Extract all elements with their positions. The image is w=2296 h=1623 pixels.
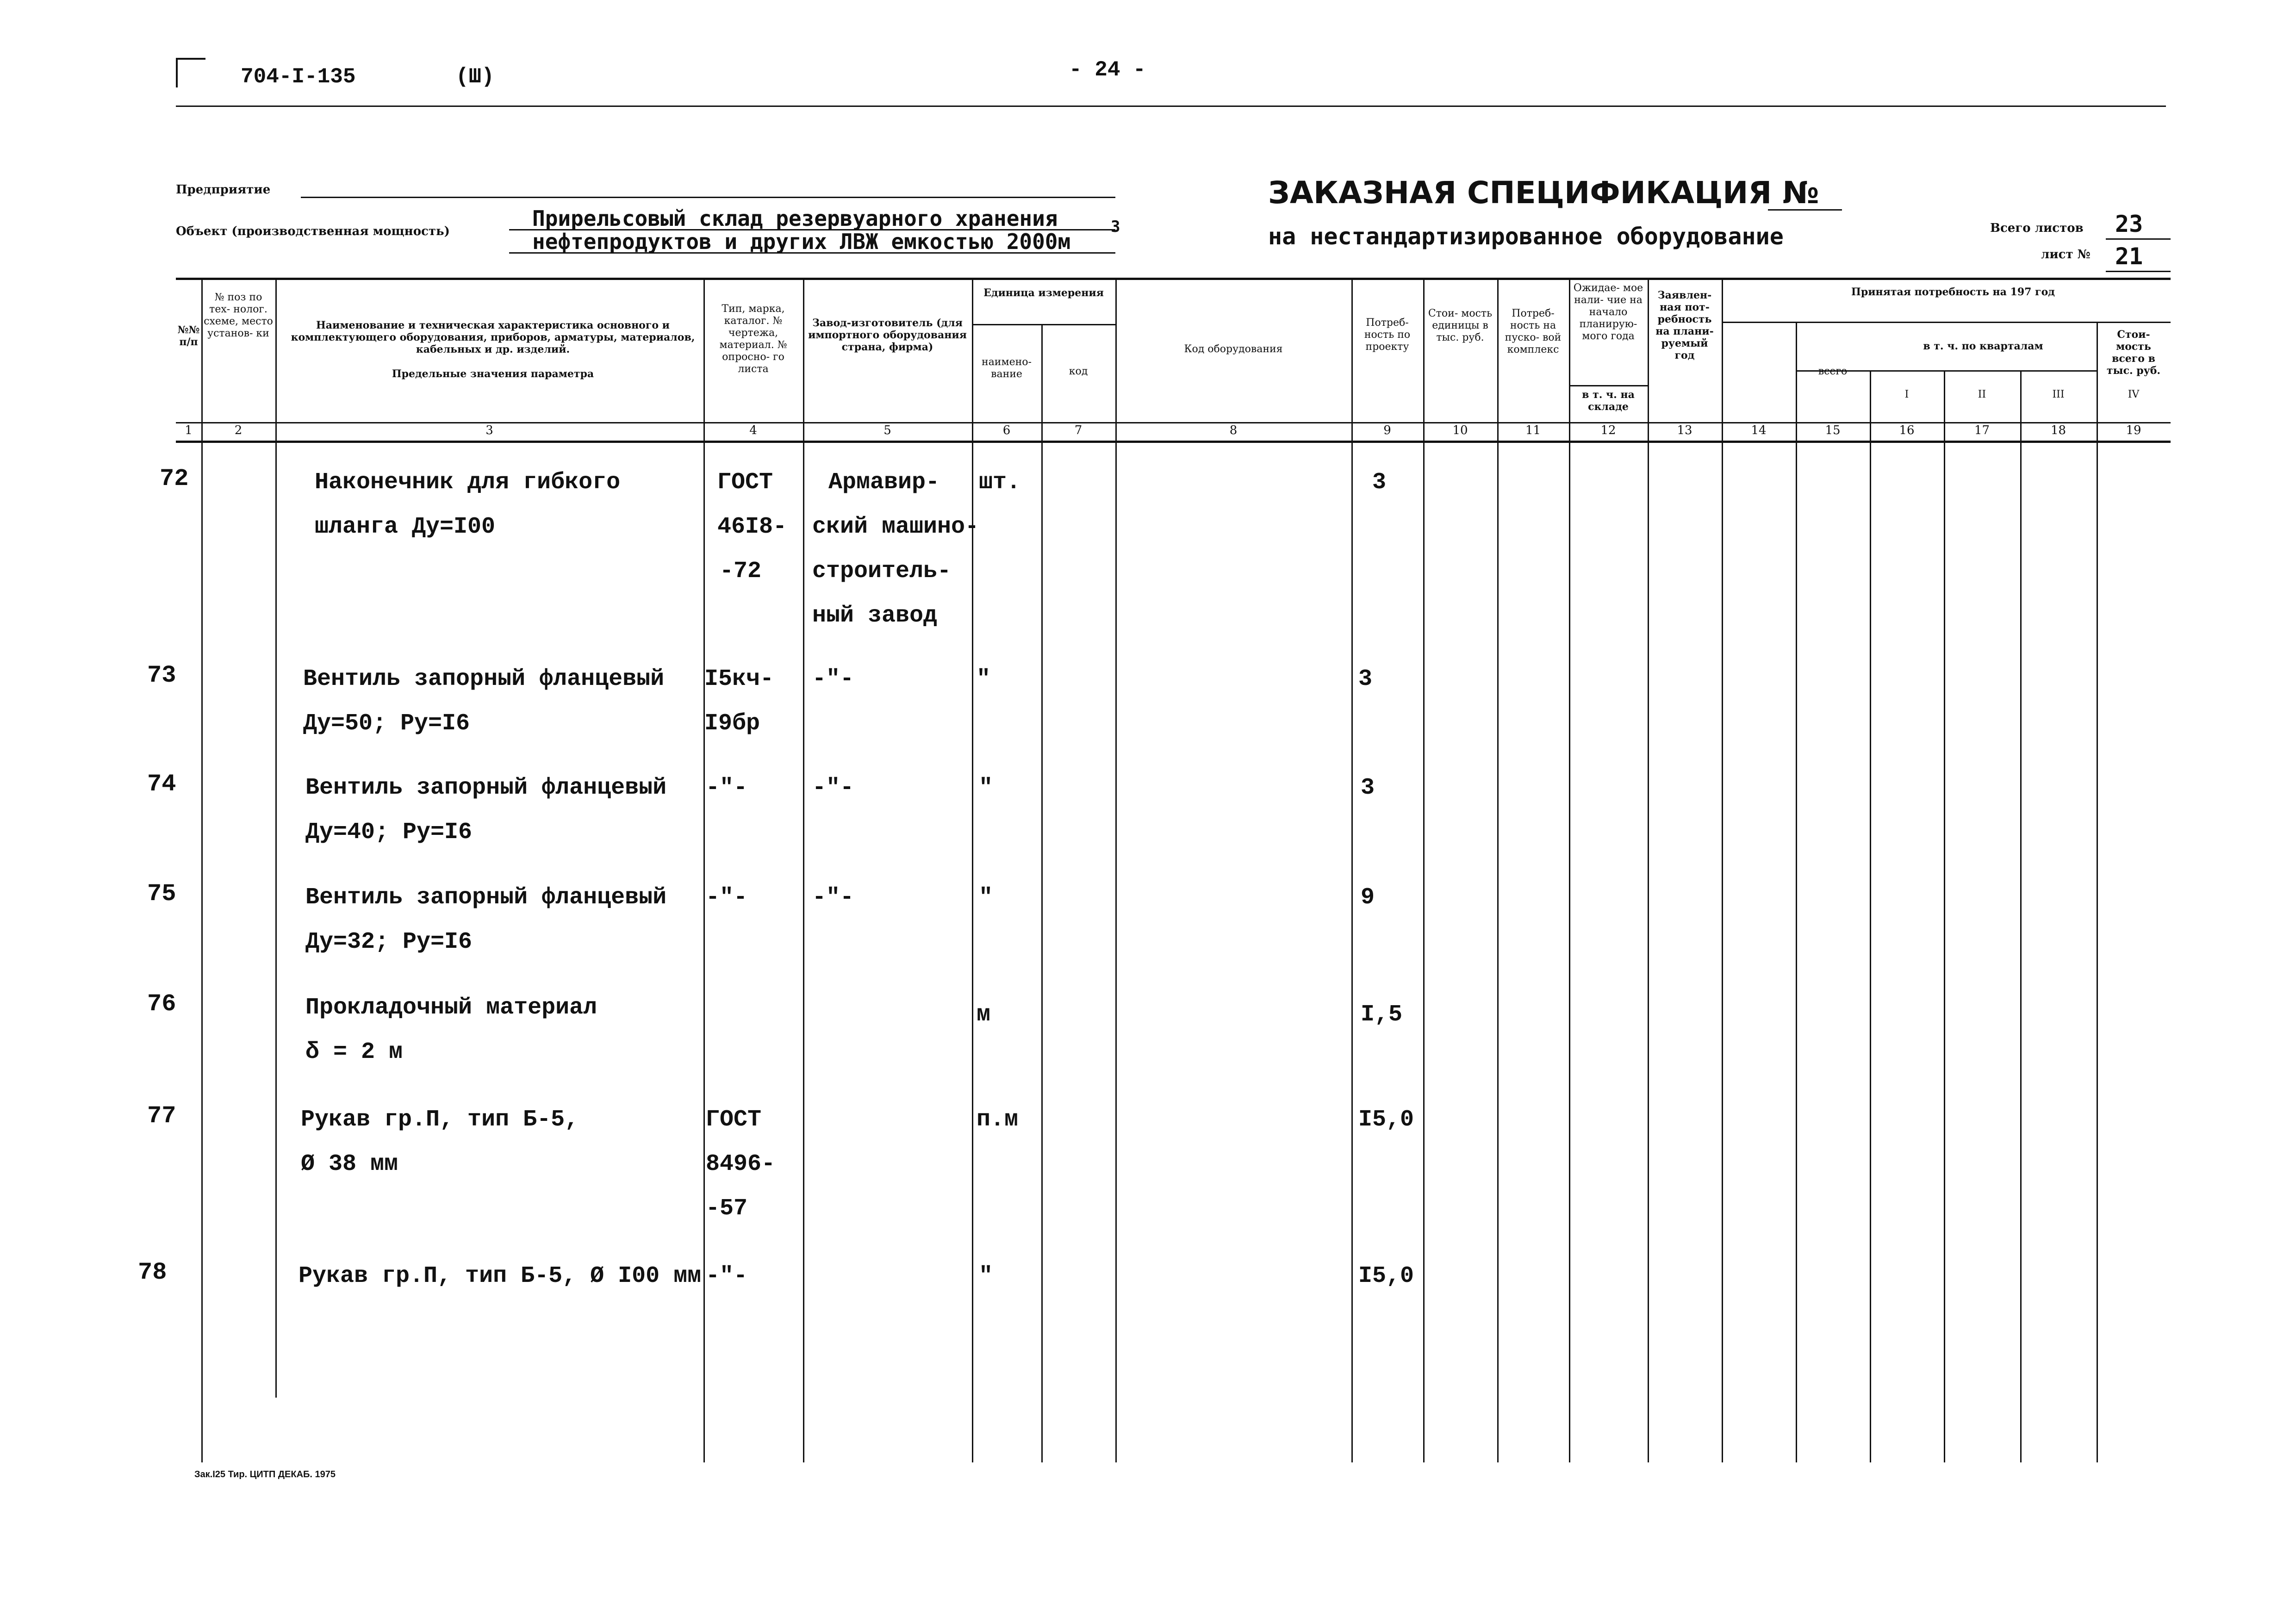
col-rule-3	[703, 278, 705, 1462]
item-name-line: Вентиль запорный фланцевый	[303, 666, 665, 692]
item-maker-line: -"-	[812, 666, 854, 692]
item-type-line: 46I8-	[717, 514, 787, 540]
item-name-line: Вентиль запорный фланцевый	[305, 775, 667, 801]
col-rule-15	[1870, 370, 1871, 1462]
column-number: 5	[884, 423, 891, 437]
col-rule-6	[1041, 324, 1043, 1462]
item-name-line: Ду=40; Ру=I6	[305, 819, 473, 846]
header-quarter-3: III	[2052, 389, 2065, 400]
sheet-label: лист №	[2041, 248, 2091, 261]
header-type-brand: Тип, марка, каталог. № чертежа, материал. № опросно- го листа	[719, 303, 787, 375]
item-unit: "	[977, 666, 991, 692]
item-unit: шт.	[979, 469, 1021, 496]
col-rule-18	[2097, 322, 2098, 1462]
header-quarter-1: I	[1904, 389, 1909, 400]
item-maker-line: Армавир-	[828, 469, 940, 496]
header-unit-cost: Стои- мость единицы в тыс. руб.	[1428, 308, 1493, 343]
total-sheets-label: Всего листов	[1990, 221, 2084, 235]
item-name-line: Рукав гр.П, тип Б-5, Ø I00 мм	[299, 1263, 702, 1289]
document-part: (Ш)	[456, 65, 494, 89]
column-number: 7	[1074, 423, 1083, 437]
document-code: 704-I-135	[241, 65, 356, 89]
total-sheets-value: 23	[2115, 211, 2143, 237]
col-rule-7	[1115, 278, 1117, 1462]
column-number: 3	[485, 423, 493, 437]
page-number: - 24 -	[1069, 58, 1146, 82]
column-number: 8	[1229, 423, 1238, 437]
print-note: Зак.I25 Тир. ЦИТП ДЕКАБ. 1975	[194, 1469, 336, 1480]
spec-title: ЗАКАЗНАЯ СПЕЦИФИКАЦИЯ №	[1268, 175, 1819, 211]
row-number: 76	[147, 990, 176, 1018]
total-sheets-rule	[2106, 238, 2171, 240]
row-number: 77	[147, 1102, 176, 1130]
item-type-line: -57	[706, 1195, 748, 1222]
item-type-line: ГОСТ	[706, 1107, 762, 1133]
column-number: 1	[185, 423, 193, 437]
header-declared-demand: Заявлен- ная пот- ребность на плани- руемый год	[1655, 289, 1714, 361]
item-name-line: Ду=50; Ру=I6	[303, 710, 470, 737]
row-number: 74	[147, 771, 176, 798]
unit-subheader-rule	[972, 324, 1115, 325]
col-rule-13	[1722, 278, 1723, 1462]
sheet-value: 21	[2115, 243, 2143, 270]
col-rule-11	[1569, 278, 1570, 1462]
item-name-line: Ø 38 мм	[301, 1151, 398, 1177]
row-number: 78	[138, 1259, 167, 1286]
header-equipment-code: Код оборудования	[1184, 343, 1283, 355]
header-by-quarters: в т. ч. по кварталам	[1923, 340, 2043, 352]
column-number: 14	[1751, 423, 1767, 437]
object-line-1: Прирельсовый склад резервуарного хранения	[532, 206, 1058, 231]
item-type-line: -"-	[706, 1263, 748, 1289]
table-top-rule	[176, 278, 2171, 280]
header-project-demand: Потреб- ность по проекту	[1364, 317, 1411, 353]
column-number: 12	[1600, 423, 1616, 437]
col-rule-10	[1497, 278, 1499, 1462]
object-label: Объект (производственная мощность)	[176, 224, 450, 238]
header-rule	[176, 106, 2166, 107]
item-name-line: Рукав гр.П, тип Б-5,	[301, 1107, 579, 1133]
item-type-line: 8496-	[706, 1151, 776, 1177]
sheet-rule	[2106, 271, 2171, 272]
column-number: 2	[234, 423, 243, 437]
item-name-line: Ду=32; Ру=I6	[305, 929, 473, 955]
item-unit: "	[979, 775, 993, 801]
column-number: 16	[1899, 423, 1915, 437]
col-rule-4	[803, 278, 804, 1462]
header-in-warehouse: в т. ч. на складе	[1582, 389, 1635, 413]
column-number: 18	[2050, 423, 2066, 437]
item-type-line: -"-	[706, 775, 748, 801]
item-type-line: -"-	[706, 884, 748, 911]
object-underline-2	[509, 252, 1115, 254]
col-rule-16	[1944, 370, 1945, 1462]
column-number: 9	[1383, 423, 1391, 437]
item-quantity: I5,0	[1358, 1107, 1414, 1133]
item-unit: "	[979, 1263, 993, 1289]
item-unit: п.м	[977, 1107, 1019, 1133]
col-rule-9	[1423, 278, 1425, 1462]
header-limit-values: Предельные значения параметра	[392, 368, 594, 380]
column-number: 10	[1452, 423, 1468, 437]
header-unit-code: код	[1069, 366, 1088, 377]
col-rule-1	[201, 278, 203, 1462]
item-maker-line: -"-	[812, 884, 854, 911]
col-rule-2	[275, 278, 277, 1398]
item-name-line: δ = 2 м	[305, 1039, 403, 1065]
item-type-line: I9бр	[704, 710, 760, 737]
item-name-line: Наконечник для гибкого	[315, 469, 621, 496]
accepted-subheader-rule	[1722, 322, 2171, 323]
column-number: 6	[1002, 423, 1011, 437]
header-total: всего	[1818, 366, 1848, 377]
item-quantity: 3	[1361, 775, 1375, 801]
row-number: 72	[160, 465, 189, 492]
item-quantity: 3	[1358, 666, 1373, 692]
header-name-description: Наименование и техническая характеристика основного и комплектующего оборудования, приборов, арматуры, материалов, кабельных и др. изделий.	[291, 319, 695, 355]
enterprise-line	[301, 197, 1115, 198]
item-unit: "	[979, 884, 993, 911]
item-maker-line: ный завод	[812, 603, 938, 629]
warehouse-subheader-rule	[1569, 385, 1648, 386]
item-type-line: -72	[720, 558, 762, 585]
header-unit-name: наимено- вание	[982, 356, 1032, 380]
col-rule-8	[1351, 278, 1353, 1462]
item-type-line: ГОСТ	[717, 469, 773, 496]
col-rule-5	[972, 278, 973, 1462]
item-name-line: шланга Ду=I00	[315, 514, 496, 540]
corner-mark	[176, 58, 205, 87]
column-number: 4	[749, 423, 757, 437]
item-quantity: 9	[1361, 884, 1375, 911]
row-number: 75	[147, 880, 176, 908]
item-unit: м	[977, 1001, 991, 1028]
column-number: 13	[1677, 423, 1692, 437]
item-name-line: Вентиль запорный фланцевый	[305, 884, 667, 911]
header-accepted-demand: Принятая потребность на 197 год	[1851, 286, 2055, 298]
header-quarter-2: II	[1978, 389, 1986, 400]
col-rule-17	[2020, 370, 2022, 1462]
header-quarter-4: IV	[2128, 389, 2140, 400]
header-row-number: №№ п/п	[177, 324, 200, 348]
item-quantity: I,5	[1361, 1001, 1403, 1028]
column-number: 11	[1525, 423, 1541, 437]
item-type-line: I5кч-	[704, 666, 774, 692]
item-maker-line: ский машино-	[812, 514, 979, 540]
header-total-cost: Стои- мость всего в тыс. руб.	[2106, 329, 2161, 377]
header-position: № поз по тех- нолог. схеме, место установ- ки	[204, 292, 273, 339]
header-manufacturer: Завод-изготовитель (для импортного оборудования страна, фирма)	[808, 317, 967, 353]
header-unit-of-measure: Единица измерения	[983, 287, 1104, 299]
spec-subtitle: на нестандартизированное оборудование	[1268, 223, 1784, 250]
item-maker-line: -"-	[812, 775, 854, 801]
column-number: 17	[1974, 423, 1990, 437]
spec-number-line	[1768, 209, 1842, 211]
column-number: 15	[1825, 423, 1841, 437]
object-line-2: нефтепродуктов и других ЛВЖ емкостью 2000м	[532, 229, 1071, 254]
column-number: 19	[2126, 423, 2141, 437]
object-superscript: 3	[1111, 218, 1120, 236]
enterprise-label: Предприятие	[176, 183, 271, 197]
item-quantity: I5,0	[1358, 1263, 1414, 1289]
item-quantity: 3	[1372, 469, 1387, 496]
col-rule-12	[1648, 278, 1649, 1462]
row-number: 73	[147, 662, 176, 689]
header-expected-stock: Ожидае- мое нали- чие на начало планирую- мого года	[1573, 282, 1643, 342]
header-startup-demand: Потреб- ность на пуско- вой комплекс	[1505, 308, 1562, 355]
table-colnum-bottom-rule	[176, 441, 2171, 443]
item-maker-line: строитель-	[812, 558, 952, 585]
item-name-line: Прокладочный материал	[305, 995, 597, 1021]
col-rule-14	[1796, 322, 1797, 1462]
